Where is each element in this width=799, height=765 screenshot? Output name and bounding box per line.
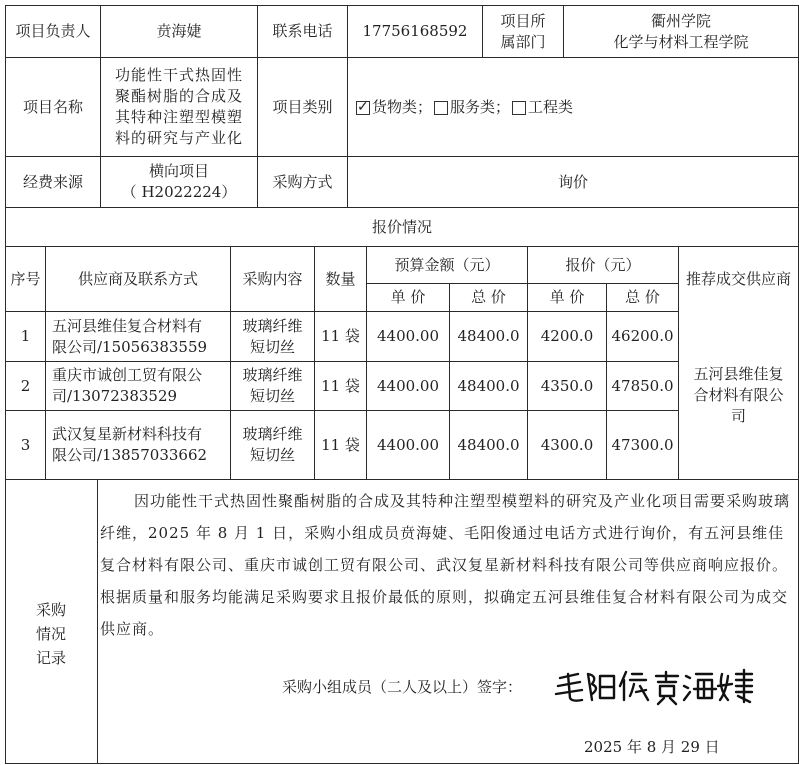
row-quote-total: 47300.0 (611, 435, 674, 454)
col-quote-header: 报价（元） (565, 255, 641, 274)
row-budget-unit: 4400.00 (376, 435, 440, 454)
funding-label: 经费来源 (22, 172, 83, 191)
row-quote-total: 46200.0 (611, 327, 674, 345)
project-category-options (354, 58, 794, 156)
quote-total-header: 总 价 (625, 288, 660, 306)
supplier-contact: 限公司/15056383559 (52, 337, 208, 356)
row-supplier (52, 411, 230, 479)
col-supplier-header: 供应商及联系方式 (77, 269, 198, 288)
row-budget-unit: 4400.00 (376, 327, 440, 345)
lead-label: 项目负责人 (15, 22, 91, 40)
funding-value (101, 157, 257, 207)
record-text: 因功能性干式热固性聚酯树脂的合成及其特种注塑型模塑料的研究及产业化项目需要采购玻璃纤维，2025 年 8 月 1 日，采购小组成员贲海婕、毛阳俊通过电话方式进行询价，有五河县维佳复合材料有限公司、重庆市诚创工贸有限公司、武汉复星新材料科技有限公司等供应商响应报价。根据质量和服务均能满足采购要求且报价最低的原则，拟确定五河县维佳复合材料有限公司为成交供应商。 (100, 492, 791, 638)
project-name-line: 其特种注塑型模塑 (114, 108, 243, 126)
record-label-line: 情况 (35, 625, 66, 643)
col-budget-header: 预算金额（元） (394, 255, 500, 274)
content-line: 短切丝 (249, 337, 295, 356)
quote-unit-header: 单 价 (549, 288, 585, 306)
phone-label: 联系电话 (272, 22, 333, 40)
col-qty-header: 数量 (325, 269, 356, 288)
row-budget-total: 48400.0 (457, 327, 520, 345)
funding-type: 横向项目 (148, 162, 209, 180)
row-qty: 11 袋 (321, 376, 360, 395)
recommend-line: 五河县维佳复 (693, 365, 784, 383)
dept-value (564, 6, 798, 57)
project-name-line: 料的研究与产业化 (114, 129, 243, 147)
budget-unit-header: 单 价 (390, 288, 426, 306)
row-no: 3 (20, 435, 31, 454)
funding-code: （ H2022224） (121, 183, 237, 201)
col-no-header: 序号 (10, 269, 41, 288)
project-name-label: 项目名称 (22, 97, 83, 116)
dept-label-line: 项目所 (500, 11, 546, 30)
supplier-name: 武汉复星新材料科技有 (52, 425, 203, 443)
row-qty: 11 袋 (321, 435, 360, 454)
supplier-name: 五河县维佳复合材料有 (52, 316, 203, 335)
record-label-line: 采购 (35, 601, 66, 619)
row-budget-unit: 4400.00 (376, 376, 440, 395)
signature (552, 666, 762, 706)
lead-name: 贲海婕 (156, 22, 202, 40)
project-name-line: 聚酯树脂的合成及 (114, 87, 243, 105)
col-recommend-header: 推荐成交供应商 (685, 269, 791, 288)
row-budget-total: 48400.0 (457, 435, 520, 454)
method-value: 询价 (557, 172, 588, 191)
project-name (101, 58, 257, 156)
row-content (231, 362, 314, 410)
signature-label: 采购小组成员（二人及以上）签字： (282, 678, 523, 696)
row-quote-unit: 4350.0 (540, 376, 594, 395)
row-no: 2 (20, 376, 31, 395)
supplier-contact: 限公司/13857033662 (52, 446, 208, 464)
row-quote-unit: 4200.0 (540, 327, 594, 345)
recommend-line: 司 (730, 407, 746, 425)
supplier-name: 重庆市诚创工贸有限公 (52, 366, 203, 384)
service-checkbox[interactable] (434, 101, 448, 115)
content-line: 玻璃纤维 (242, 425, 303, 443)
service-label: 服务类； (450, 97, 511, 116)
row-budget-total: 48400.0 (457, 376, 520, 395)
recommend-line: 合材料有限公 (693, 386, 784, 404)
quote-section-title: 报价情况 (371, 217, 432, 236)
row-content (231, 411, 314, 479)
budget-total-header: 总 价 (471, 288, 506, 306)
record-label-line: 记录 (35, 649, 66, 667)
content-line: 短切丝 (249, 387, 295, 405)
dept-label-line: 属部门 (500, 32, 546, 51)
content-line: 玻璃纤维 (242, 316, 303, 335)
dept-college: 化学与材料工程学院 (613, 32, 749, 51)
row-no: 1 (20, 327, 31, 345)
phone-value: 17756168592 (362, 22, 468, 40)
content-line: 短切丝 (249, 446, 295, 464)
goods-label: 货物类； (372, 97, 433, 116)
row-supplier (52, 362, 230, 410)
row-quote-total: 47850.0 (611, 376, 674, 395)
dept-school: 衢州学院 (650, 11, 711, 30)
row-quote-unit: 4300.0 (540, 435, 594, 454)
row-supplier (52, 312, 230, 361)
col-content-header: 采购内容 (242, 269, 303, 288)
dept-label (483, 6, 563, 57)
supplier-contact: 司/13072383529 (52, 387, 178, 405)
row-qty: 11 袋 (321, 327, 360, 345)
record-label (16, 598, 86, 670)
method-label: 采购方式 (272, 172, 333, 191)
project-category-label: 项目类别 (272, 97, 333, 116)
engineering-label: 工程类 (528, 97, 574, 116)
content-line: 玻璃纤维 (242, 366, 303, 384)
engineering-checkbox[interactable] (512, 101, 526, 115)
project-name-line: 功能性干式热固性 (114, 66, 243, 84)
goods-checkbox[interactable] (356, 101, 370, 115)
record-date: 2025 年 8 月 29 日 (584, 738, 720, 756)
recommended-supplier (679, 312, 798, 479)
row-content (231, 312, 314, 361)
